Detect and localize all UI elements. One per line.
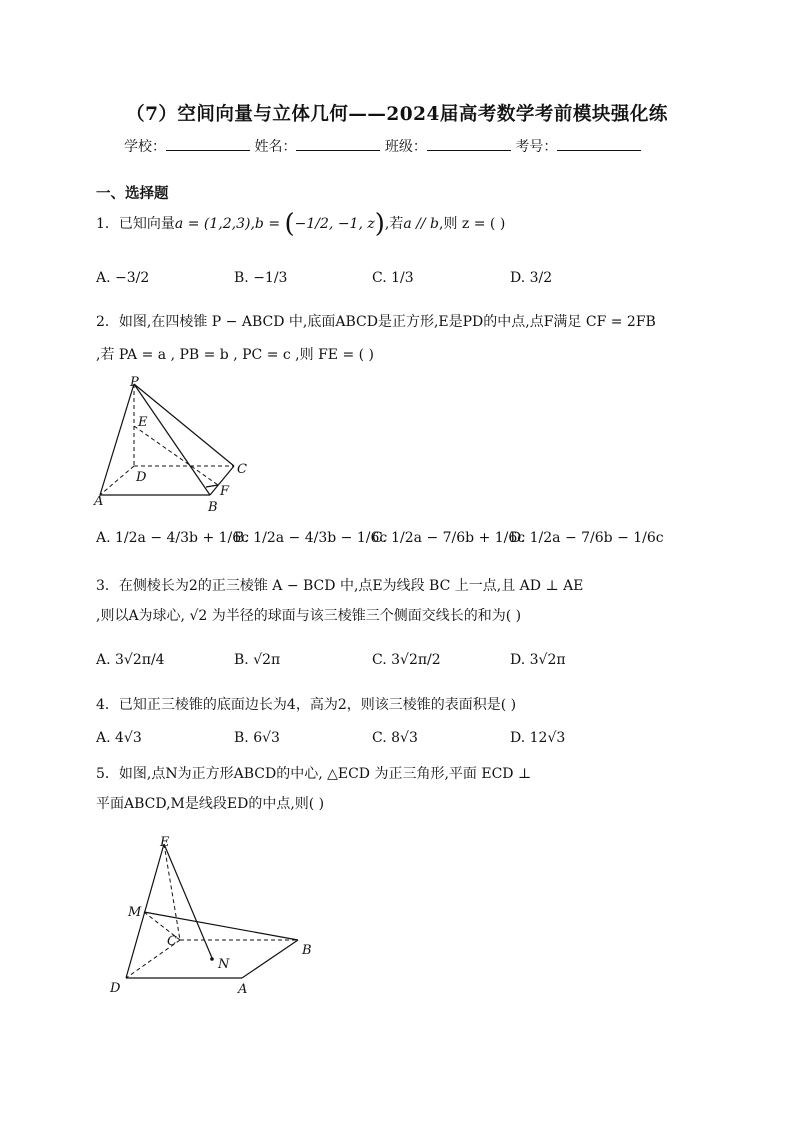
label-D: D [110,981,121,996]
question-2-line-1: 2．如图,在四棱锥 P − ABCD 中,底面ABCD是正方形,E是PD的中点,点F满足 CF = 2FB [96,314,656,330]
question-2-line-2: ,若 PA = a , PB = b , PC = c ,则 FE = ( ) [96,347,375,363]
name-blank[interactable] [296,136,380,151]
exam-number-label: 考号： [515,139,558,155]
label-N: N [218,957,230,972]
school-label: 学校： [124,139,166,155]
question-1-stem: 1．已知向量a = (1,2,3),b = (−1/2, −1, z),若a // b,则 z = ( ) [96,209,506,239]
label-E: E [160,835,170,850]
question-5-line-2: 平面ABCD,M是线段ED的中点,则( ) [96,796,325,812]
question-2-option-d[interactable]: D. 1/2a − 7/6b − 1/6c [510,530,664,546]
question-3-option-b[interactable]: B. √2π [234,652,281,668]
point-N [210,957,214,961]
school-blank[interactable] [166,136,250,151]
pyramid-figure-q5 [100,830,330,1000]
exam-number-blank[interactable] [557,136,641,151]
document-title: （7）空间向量与立体几何——2024届高考数学考前模块强化练 [126,104,668,125]
name-label: 姓名： [254,139,297,155]
class-blank[interactable] [427,136,511,151]
question-3-line-2: ,则以A为球心, √2 为半径的球面与该三棱锥三个侧面交线长的和为( ) [96,608,522,624]
question-4-option-b[interactable]: B. 6√3 [234,730,280,746]
section-heading: 一、选择题 [96,185,169,202]
question-3-option-c[interactable]: C. 3√2π/2 [372,652,441,668]
question-4-option-d[interactable]: D. 12√3 [510,730,566,746]
question-4-option-a[interactable]: A. 4√3 [96,730,142,746]
label-P: P [130,375,139,390]
question-3-option-a[interactable]: A. 3√2π/4 [96,652,165,668]
pyramid-figure-q2 [90,374,260,514]
label-C: C [237,462,247,477]
question-1-option-b[interactable]: B. −1/3 [234,270,288,286]
question-2-option-b[interactable]: B. 1/2a − 4/3b − 1/6c [234,530,388,546]
question-1-option-a[interactable]: A. −3/2 [96,270,150,286]
question-1-option-c[interactable]: C. 1/3 [372,270,414,286]
label-D: D [136,470,147,485]
question-2-option-a[interactable]: A. 1/2a − 4/3b + 1/6c [96,530,250,546]
label-C: C [167,934,177,949]
student-info-line [124,136,641,156]
label-M: M [128,905,142,920]
label-A: A [238,982,248,997]
class-label: 班级： [384,139,427,155]
question-4-option-c[interactable]: C. 8√3 [372,730,418,746]
question-3-line-1: 3．在侧棱长为2的正三棱锥 A − BCD 中,点E为线段 BC 上一点,且 AD ⊥ AE [96,578,584,594]
question-5-line-1: 5．如图,点N为正方形ABCD的中心, △ECD 为正三角形,平面 ECD ⊥ [96,766,532,782]
label-F: F [220,484,230,499]
question-4-line-1: 4．已知正三棱锥的底面边长为4，高为2，则该三棱锥的表面积是( ) [96,697,517,713]
label-A: A [94,494,104,509]
label-B: B [208,500,218,514]
question-2-option-c[interactable]: C. 1/2a − 7/6b + 1/6c [372,530,526,546]
question-1-option-d[interactable]: D. 3/2 [510,270,553,286]
label-E: E [138,415,148,430]
question-3-option-d[interactable]: D. 3√2π [510,652,566,668]
label-B: B [302,943,312,958]
